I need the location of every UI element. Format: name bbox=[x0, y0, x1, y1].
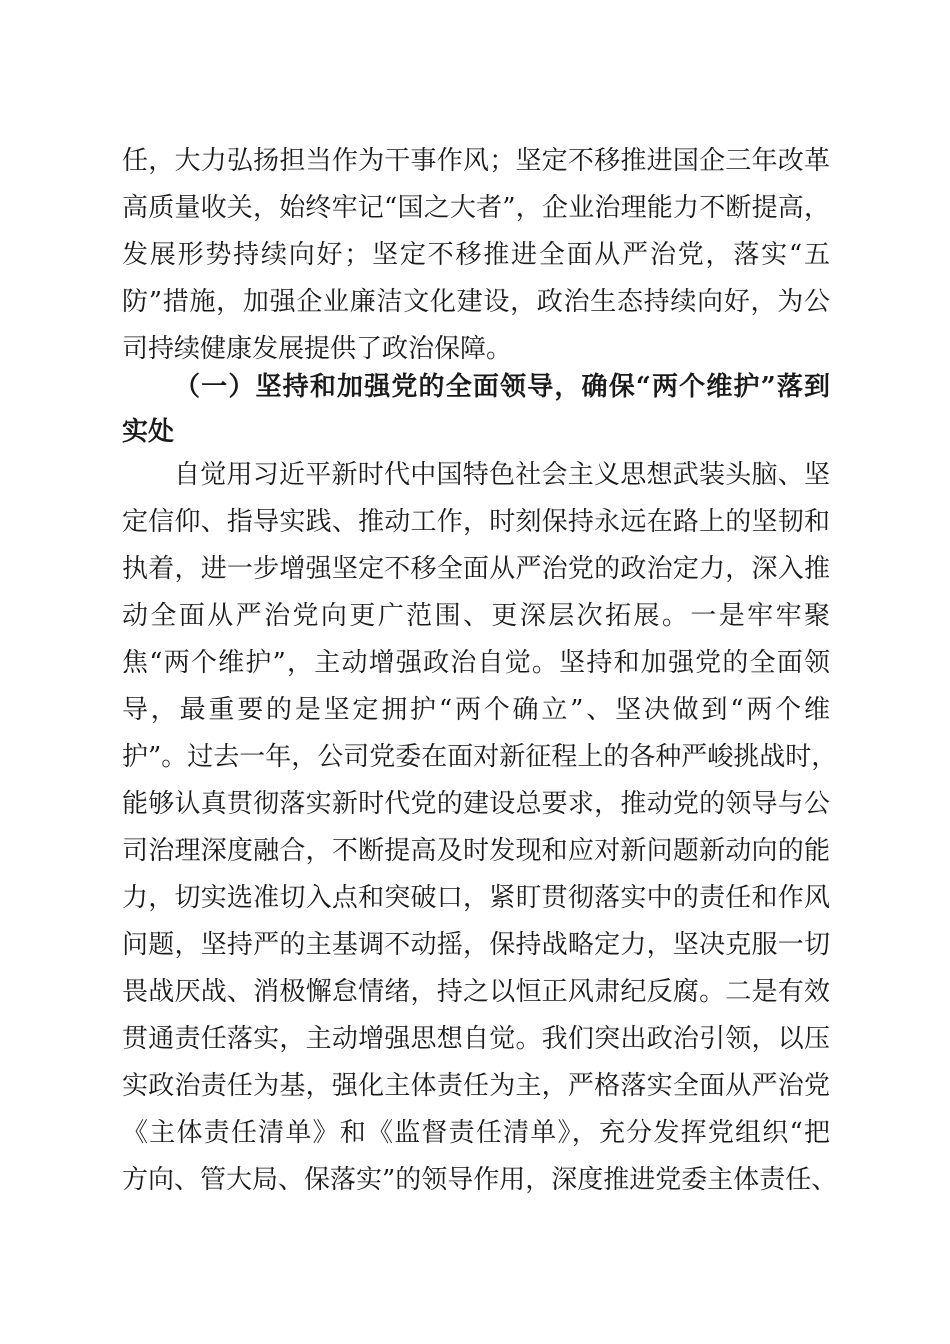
paragraph-line: 高质量收关，始终牢记“国之大者”，企业治理能力不断提高， bbox=[122, 193, 830, 223]
paragraph-line: 定信仰、指导实践、推动工作，时刻保持永远在路上的坚韧和 bbox=[122, 507, 830, 537]
paragraph-line: 方向、管大局、保落实”的领导作用，深度推进党委主体责任、 bbox=[122, 1165, 838, 1195]
section-heading-continued: 实处 bbox=[122, 417, 175, 447]
paragraph-line: 护”。过去一年，公司党委在面对新征程上的各种严峻挑战时， bbox=[122, 742, 838, 772]
paragraph-line: 《主体责任清单》和《监督责任清单》，充分发挥党组织“把 bbox=[122, 1118, 830, 1148]
paragraph-line: 执着，进一步增强坚定不移全面从严治党的政治定力，深入推 bbox=[122, 554, 830, 584]
paragraph-line: 问题，坚持严的主基调不动摇，保持战略定力，坚决克服一切 bbox=[122, 930, 830, 960]
paragraph-line: 任，大力弘扬担当作为干事作风；坚定不移推进国企三年改革 bbox=[122, 146, 830, 176]
paragraph-line: 动全面从严治党向更广范围、更深层次拓展。一是牢牢聚 bbox=[122, 601, 830, 631]
paragraph-line: 导，最重要的是坚定拥护“两个确立”、坚决做到“两个维 bbox=[122, 695, 830, 725]
paragraph-line: 贯通责任落实，主动增强思想自觉。我们突出政治引领，以压 bbox=[122, 1024, 830, 1054]
paragraph-line: 力，切实选准切入点和突破口，紧盯贯彻落实中的责任和作风 bbox=[122, 883, 830, 913]
paragraph-line: 实政治责任为基，强化主体责任为主，严格落实全面从严治党 bbox=[122, 1071, 830, 1101]
paragraph-line: 防”措施，加强企业廉洁文化建设，政治生态持续向好，为公 bbox=[122, 287, 830, 317]
paragraph-line: 畏战厌战、消极懈怠情绪，持之以恒正风肃纪反腐。二是有效 bbox=[122, 977, 830, 1007]
section-heading: （一）坚持和加强党的全面领导，确保“两个维护”落到 bbox=[174, 372, 830, 402]
paragraph-line: 能够认真贯彻落实新时代党的建设总要求，推动党的领导与公 bbox=[122, 789, 830, 819]
paragraph-line: 自觉用习近平新时代中国特色社会主义思想武装头脑、坚 bbox=[174, 460, 830, 490]
paragraph-line: 焦“两个维护”，主动增强政治自觉。坚持和加强党的全面领 bbox=[122, 648, 830, 678]
paragraph-line: 发展形势持续向好；坚定不移推进全面从严治党，落实“五 bbox=[122, 240, 830, 270]
paragraph-line: 司治理深度融合，不断提高及时发现和应对新问题新动向的能 bbox=[122, 836, 830, 866]
paragraph-line: 司持续健康发展提供了政治保障。 bbox=[122, 334, 513, 364]
